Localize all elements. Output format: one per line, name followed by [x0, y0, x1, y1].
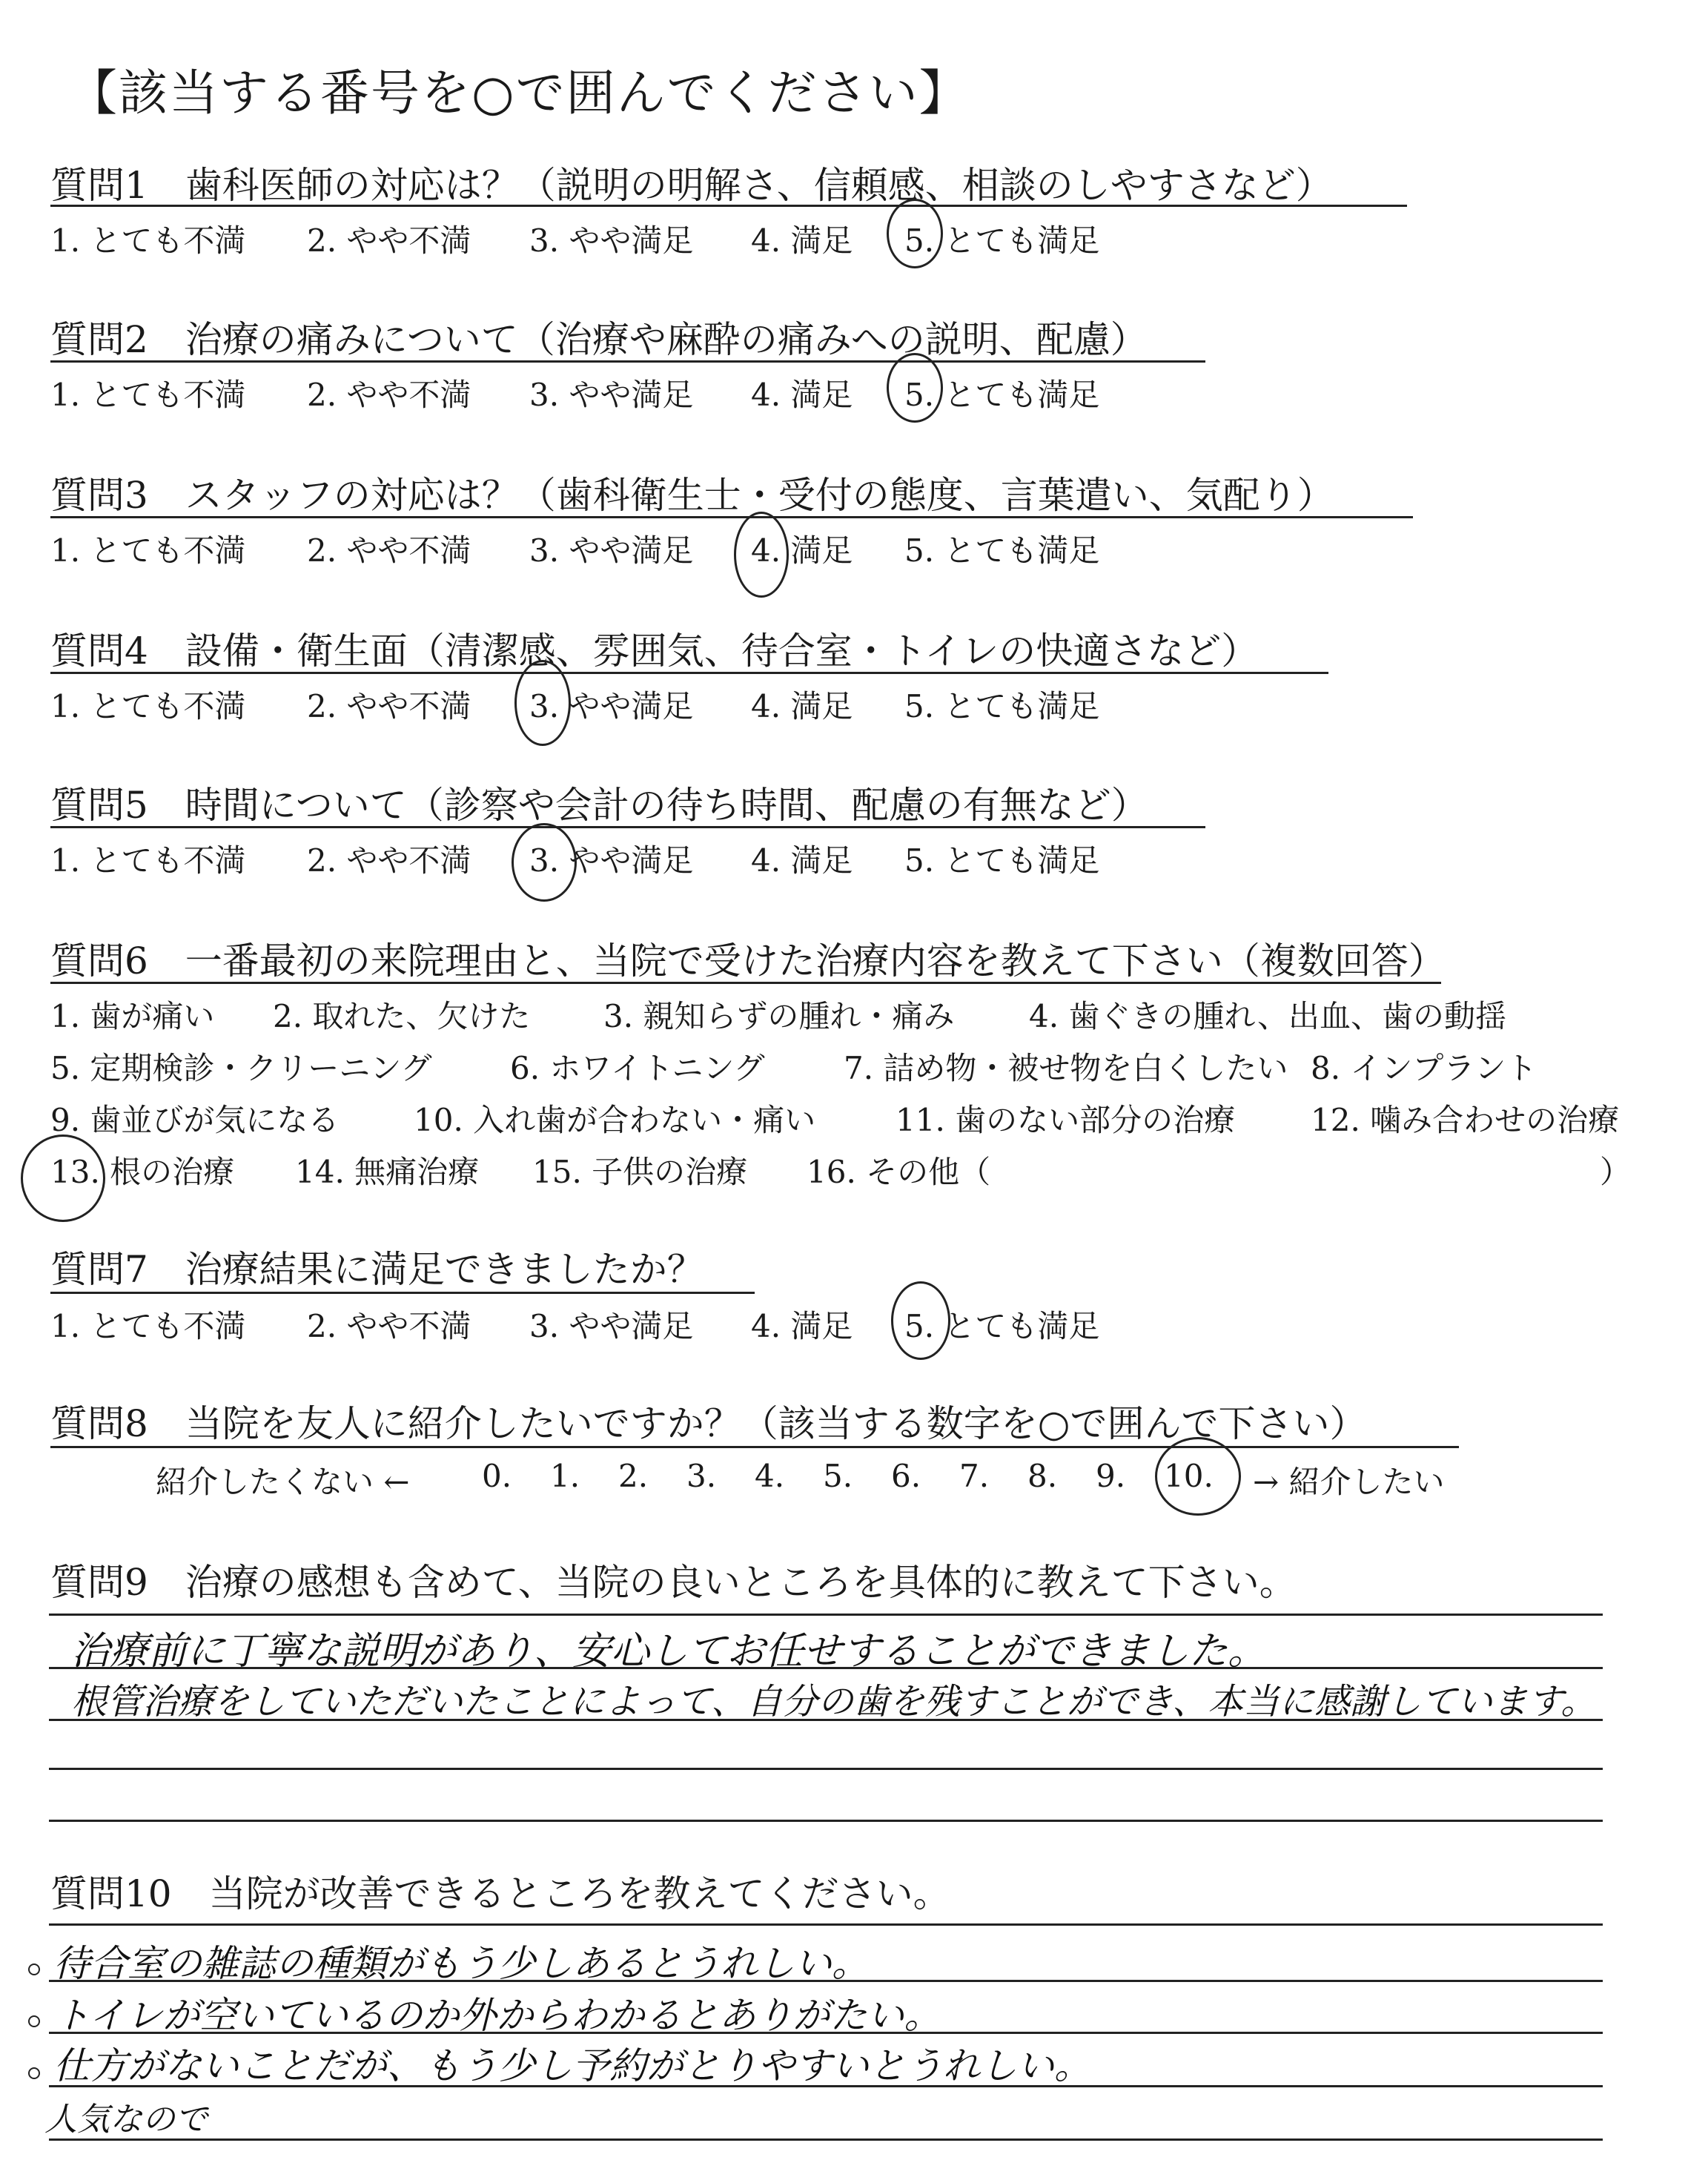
q10-title: 質問10 当院が改善できるところを教えてください。	[50, 1872, 950, 1915]
q4-underline	[50, 672, 1328, 674]
q10-answer-4: 人気なので	[44, 2101, 208, 2138]
q8-num-6[interactable]: 6.	[891, 1458, 921, 1494]
q7-opt-3[interactable]: 3. やや満足	[529, 1308, 694, 1344]
q1-underline	[50, 205, 1407, 207]
q6-opt-10[interactable]: 10. 入れ歯が合わない・痛い	[414, 1102, 816, 1138]
q6-opt-1[interactable]: 1. 歯が痛い	[50, 998, 215, 1034]
q8-title: 質問8 当院を友人に紹介したいですか？（該当する数字を○で囲んで下さい）	[50, 1402, 1367, 1445]
q6-opt-6[interactable]: 6. ホワイトニング	[510, 1050, 765, 1086]
q6-opt-13[interactable]: 13. 根の治療	[50, 1154, 235, 1190]
q8-num-9[interactable]: 9.	[1096, 1458, 1126, 1494]
q3-underline	[50, 516, 1413, 518]
q9-answer-1: 治療前に丁寧な説明があり、安心してお任せすることができました。	[71, 1629, 1267, 1674]
q3-title: 質問3 スタッフの対応は？（歯科衛生士・受付の態度、言葉遣い、気配り）	[50, 474, 1334, 517]
q3-opt-1[interactable]: 1. とても不満	[50, 532, 246, 569]
q6-opt-2[interactable]: 2. 取れた、欠けた	[273, 998, 531, 1034]
q8-num-10[interactable]: 10.	[1164, 1458, 1214, 1494]
q10-answer-3: 仕方がないことだが、もう少し予約がとりやすいとうれしい。	[53, 2044, 1091, 2087]
q4-title: 質問4 設備・衛生面（清潔感、雰囲気、待合室・トイレの快適さなど）	[50, 630, 1259, 673]
page-header: 【該当する番号を○で囲んでください】	[68, 65, 970, 122]
q6-opt-5[interactable]: 5. 定期検診・クリーニング	[50, 1050, 432, 1086]
q3-opt-3[interactable]: 3. やや満足	[529, 532, 694, 569]
q4-opt-1[interactable]: 1. とても不満	[50, 688, 246, 724]
q10-answer-1: 待合室の雑誌の種類がもう少しあるとうれしい。	[53, 1942, 869, 1985]
q4-opt-2[interactable]: 2. やや不満	[307, 688, 471, 724]
q2-opt-3[interactable]: 3. やや満足	[529, 377, 694, 413]
q1-title: 質問1 歯科医師の対応は？（説明の明解さ、信頼感、相談のしやすさなど）	[50, 164, 1333, 207]
q8-underline	[50, 1446, 1459, 1448]
q4-opt-4[interactable]: 4. 満足	[751, 688, 853, 724]
q8-right-label: → 紹介したい	[1253, 1464, 1445, 1500]
q2-opt-2[interactable]: 2. やや不満	[307, 377, 471, 413]
q5-underline	[50, 826, 1205, 828]
q1-opt-4[interactable]: 4. 満足	[751, 222, 853, 259]
q10-bullet-1	[28, 1964, 40, 1975]
q9-writing-line-3	[49, 1719, 1603, 1721]
q3-opt-4[interactable]: 4. 満足	[751, 532, 853, 569]
q8-num-8[interactable]: 8.	[1027, 1458, 1058, 1494]
q6-opt-14[interactable]: 14. 無痛治療	[295, 1154, 480, 1190]
q8-num-5[interactable]: 5.	[823, 1458, 853, 1494]
q6-title: 質問6 一番最初の来院理由と、当院で受けた治療内容を教えて下さい（複数回答）	[50, 939, 1446, 982]
q1-opt-3[interactable]: 3. やや満足	[529, 222, 694, 259]
q6-opt-9[interactable]: 9. 歯並びが気になる	[50, 1102, 340, 1138]
q4-opt-3[interactable]: 3. やや満足	[529, 688, 694, 724]
q9-writing-line-1	[49, 1614, 1603, 1616]
q8-num-1[interactable]: 1.	[550, 1458, 580, 1494]
q8-left-label: 紹介したくない ←	[156, 1464, 410, 1500]
q1-opt-1[interactable]: 1. とても不満	[50, 222, 246, 259]
q6-opt-3[interactable]: 3. 親知らずの腫れ・痛み	[603, 998, 955, 1034]
q6-underline	[50, 982, 1441, 984]
q8-num-7[interactable]: 7.	[959, 1458, 990, 1494]
q6-opt-4[interactable]: 4. 歯ぐきの腫れ、出血、歯の動揺	[1029, 998, 1506, 1034]
q10-writing-line-2	[49, 1980, 1603, 1982]
q6-opt-7[interactable]: 7. 詰め物・被せ物を白くしたい	[844, 1050, 1288, 1086]
q6-opt-15[interactable]: 15. 子供の治療	[532, 1154, 748, 1190]
q6-opt-16-close: ）	[1600, 1154, 1632, 1190]
q10-bullet-2	[28, 2015, 40, 2027]
q5-opt-2[interactable]: 2. やや不満	[307, 842, 471, 879]
q5-title: 質問5 時間について（診察や会計の待ち時間、配慮の有無など）	[50, 784, 1148, 827]
q6-opt-16[interactable]: 16. その他（	[807, 1154, 991, 1190]
q8-num-2[interactable]: 2.	[618, 1458, 649, 1494]
q5-opt-3[interactable]: 3. やや満足	[529, 842, 694, 879]
q9-answer-2: 根管治療をしていただいたことによって、自分の歯を残すことができ、本当に感謝しています。	[71, 1681, 1597, 1723]
q6-opt-12[interactable]: 12. 噛み合わせの治療	[1311, 1102, 1620, 1138]
q2-opt-4[interactable]: 4. 満足	[751, 377, 853, 413]
q9-writing-line-4	[49, 1768, 1603, 1770]
q1-opt-5[interactable]: 5. とても満足	[904, 222, 1100, 259]
q9-title: 質問9 治療の感想も含めて、当院の良いところを具体的に教えて下さい。	[50, 1561, 1297, 1604]
q8-num-4[interactable]: 4.	[755, 1458, 785, 1494]
q7-opt-5[interactable]: 5. とても満足	[904, 1308, 1100, 1344]
q9-writing-line-5	[49, 1820, 1603, 1822]
q2-opt-5[interactable]: 5. とても満足	[904, 377, 1100, 413]
q9-writing-line-2	[49, 1667, 1603, 1669]
q10-writing-line-4	[49, 2085, 1603, 2087]
q7-opt-1[interactable]: 1. とても不満	[50, 1308, 246, 1344]
q3-opt-5[interactable]: 5. とても満足	[904, 532, 1100, 569]
q2-opt-1[interactable]: 1. とても不満	[50, 377, 246, 413]
q2-underline	[50, 360, 1205, 363]
q10-bullet-3	[28, 2067, 40, 2079]
q7-title: 質問7 治療結果に満足できましたか？	[50, 1248, 704, 1291]
q10-answer-2: トイレが空いているのか外からわかるとありがたい。	[53, 1994, 941, 2037]
q7-opt-2[interactable]: 2. やや不満	[307, 1308, 471, 1344]
q7-underline	[50, 1292, 755, 1294]
q5-opt-5[interactable]: 5. とても満足	[904, 842, 1100, 879]
q3-opt-2[interactable]: 2. やや不満	[307, 532, 471, 569]
q8-num-0[interactable]: 0.	[482, 1458, 512, 1494]
q5-opt-4[interactable]: 4. 満足	[751, 842, 853, 879]
q4-opt-5[interactable]: 5. とても満足	[904, 688, 1100, 724]
q6-opt-11[interactable]: 11. 歯のない部分の治療	[896, 1102, 1236, 1138]
q6-opt-8[interactable]: 8. インプラント	[1311, 1050, 1537, 1086]
q7-opt-4[interactable]: 4. 満足	[751, 1308, 853, 1344]
q10-writing-line-1	[49, 1923, 1603, 1926]
q10-writing-line-3	[49, 2032, 1603, 2034]
q1-opt-2[interactable]: 2. やや不満	[307, 222, 471, 259]
q8-num-3[interactable]: 3.	[686, 1458, 717, 1494]
q2-title: 質問2 治療の痛みについて（治療や麻酔の痛みへの説明、配慮）	[50, 318, 1148, 361]
q10-writing-line-5	[49, 2138, 1603, 2141]
q5-opt-1[interactable]: 1. とても不満	[50, 842, 246, 879]
